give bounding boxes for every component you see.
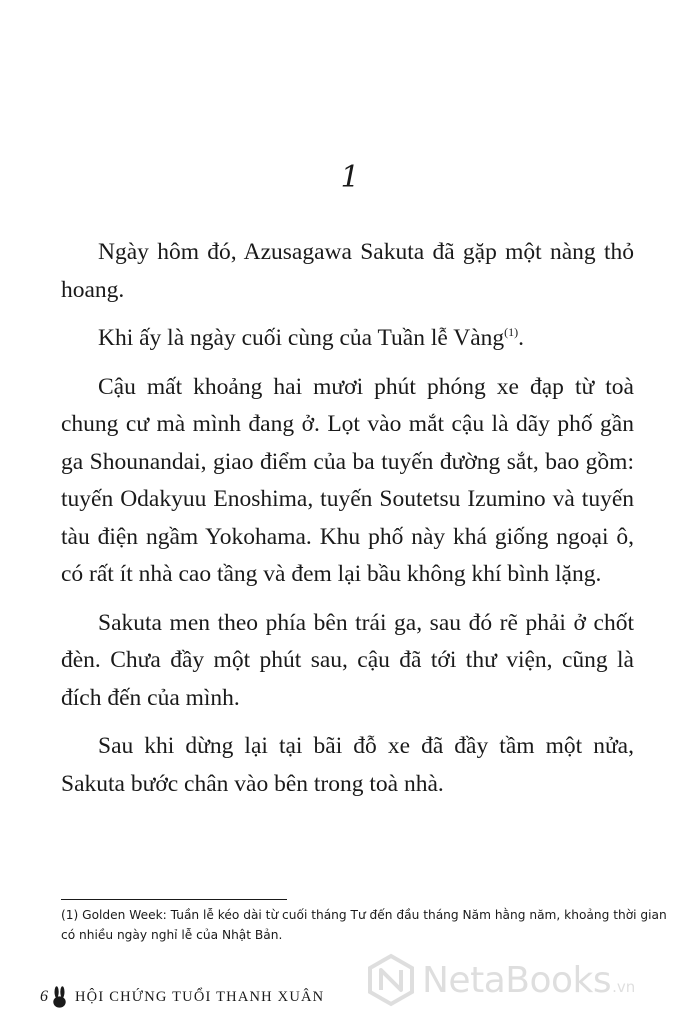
watermark-suffix: .vn [612,978,636,996]
book-title: HỘI CHỨNG TUỔI THANH XUÂN [75,988,325,1005]
page-number: 6 [40,988,48,1005]
paragraph-text: Khi ấy là ngày cuối cùng của Tuần lễ Vàng [98,325,505,351]
footnote-marker[interactable]: (1) [504,325,519,339]
page-footer [40,984,324,1010]
watermark [364,948,694,1012]
paragraph: Sakuta men theo phía bên trái ga, sau đó rẽ phải ở chốt đèn. Chưa đầy một phút sau, cậu đã tới thư viện, cũng là đích đến của mình. [61,609,634,711]
watermark-brand: NetaBooks [422,959,612,1001]
body-text [61,234,634,814]
paragraph: Ngày hôm đó, Azusagawa Sakuta đã gặp một nàng thỏ hoang. [61,239,634,303]
chapter-number: 1 [340,160,360,195]
footnote-divider [61,899,287,900]
paragraph: Cậu mất khoảng hai mươi phút phóng xe đạp từ toà chung cư mà mình đang ở. Lọt vào mắt cậu là dãy phố gần ga Shounandai, giao điểm của ba tuyến đường sắt, bao gồm: tuyến Odakyuu Enoshima, tuyến Soutetsu Izumino và tuyến tàu điện ngầm Yokohama. Khu phố này khá giống ngoại ô, có rất ít nhà cao tầng và đem lại bầu không khí bình lặng. [61,373,634,587]
paragraph-period: . [518,325,525,351]
netabooks-logo-icon [364,953,418,1007]
footnote: (1) Golden Week: Tuần lễ kéo dài từ cuối tháng Tư đến đầu tháng Năm hằng năm, khoảng thời gian có nhiều ngày nghỉ lễ của Nhật Bản. [61,908,667,942]
rabbit-icon [52,986,67,1008]
paragraph [61,320,634,358]
paragraph: Sau khi dừng lại tại bãi đỗ xe đã đầy tầm một nửa, Sakuta bước chân vào bên trong toà nhà. [61,733,634,797]
